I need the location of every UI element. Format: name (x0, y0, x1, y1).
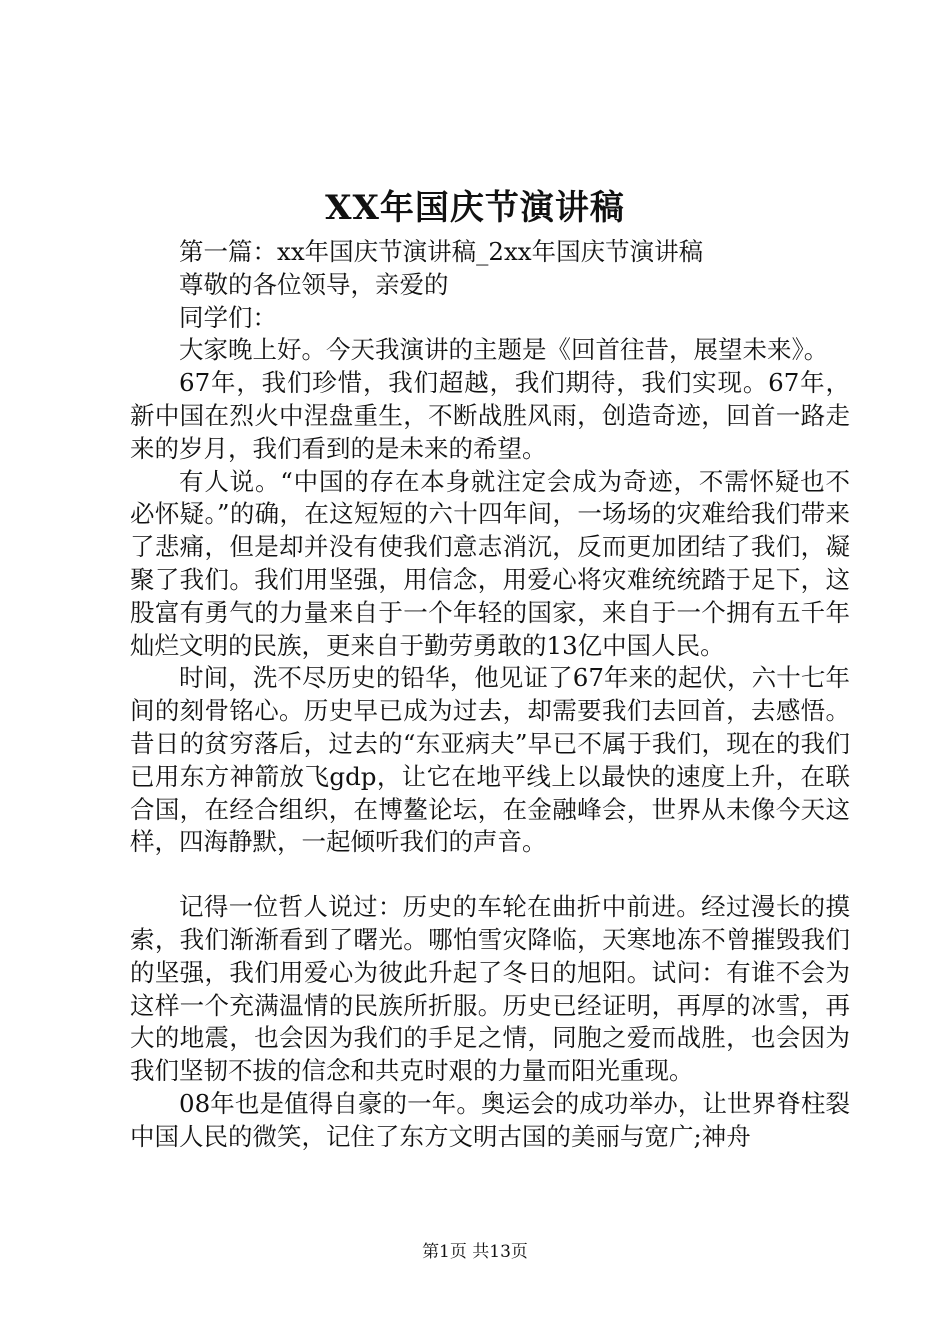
paragraph-time: 时间，洗不尽历史的铅华，他见证了67年来的起伏，六十七年间的刻骨铭心。历史早已成为过去，却需要我们去回首，去感悟。昔日的贫穷落后，过去的“东亚病夫”早已不属于我们，现在的我们已用东方神箭放飞gdp，让它在地平线上以最快的速度上升，在联合国，在经合组织，在博鳌论坛，在金融峰会，世界从未像今天这样，四海静默，一起倾听我们的声音。 (130, 663, 850, 857)
paragraph-67-years: 67年，我们珍惜，我们超越，我们期待，我们实现。67年，新中国在烈火中涅盘重生，不断战胜风雨，创造奇迹，回首一路走来的岁月，我们看到的是未来的希望。 (130, 368, 850, 463)
paragraph-someone-said: 有人说。“中国的存在本身就注定会成为奇迹，不需怀疑也不必怀疑。”的确，在这短短的六十四年间，一场场的灾难给我们带来了悲痛，但是却并没有使我们意志消沉，反而更加团结了我们，凝聚了我们。我们用坚强，用信念，用爱心将灾难统统踏于足下，这股富有勇气的力量来自于一个年轻的国家，来自于一个拥有五千年灿烂文明的民族，更来自于勤劳勇敢的13亿中国人民。 (130, 466, 850, 660)
paragraph-philosopher: 记得一位哲人说过：历史的车轮在曲折中前进。经过漫长的摸索，我们渐渐看到了曙光。哪怕雪灾降临，天寒地冻不曾摧毁我们的坚强，我们用爱心为彼此升起了冬日的旭阳。试问：有谁不会为这样一个充满温情的民族所折服。历史已经证明，再厚的冰雪，再大的地震，也会因为我们的手足之情，同胞之爱而战胜，也会因为我们坚韧不拔的信念和共克时艰的力量而阳光重现。 (130, 892, 850, 1086)
paragraph-salutation-2: 同学们： (179, 302, 277, 332)
page-number-footer: 第1页 共13页 (422, 1242, 528, 1262)
paragraph-greeting: 大家晚上好。今天我演讲的主题是《回首往昔，展望未来》。 (179, 335, 829, 365)
document-body (130, 236, 850, 1154)
paragraph-salutation: 尊敬的各位领导，亲爱的 (179, 269, 449, 299)
paragraph-heading: 第一篇：xx年国庆节演讲稿_2xx年国庆节演讲稿 (179, 237, 704, 266)
paragraph-2008: 08年也是值得自豪的一年。奥运会的成功举办，让世界脊柱裂中国人民的微笑，记住了东方文明古国的美丽与宽广;神舟 (130, 1088, 850, 1151)
page-title: XX年国庆节演讲稿 (325, 188, 625, 228)
paragraph-spacer (130, 859, 850, 891)
